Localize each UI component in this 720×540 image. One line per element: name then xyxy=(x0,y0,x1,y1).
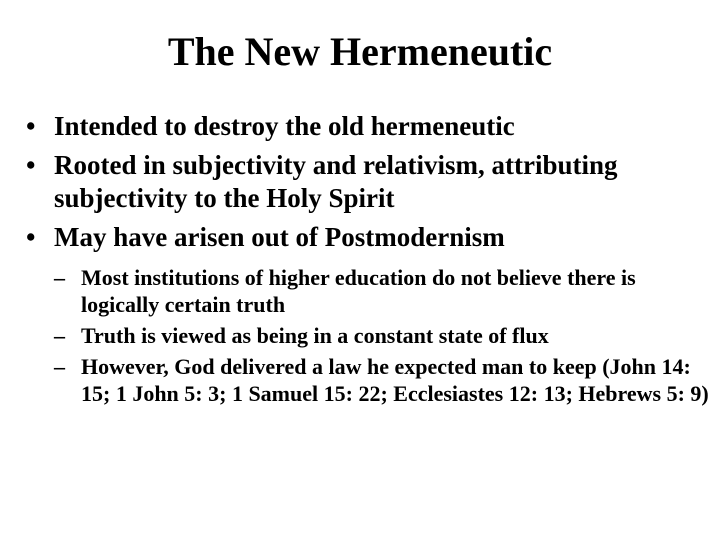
dash-icon: – xyxy=(54,323,65,348)
bullet-text: May have arisen out of Postmodernism xyxy=(54,222,505,252)
bullet-item-postmodernism xyxy=(22,221,712,407)
sub-bullet-list xyxy=(54,264,712,407)
bullet-text: Rooted in subjectivity and relativism, attributing subjectivity to the Holy Spirit xyxy=(54,150,618,213)
bullet-item-destroy-old-hermeneutic xyxy=(22,110,712,143)
bullet-icon: • xyxy=(26,150,36,180)
dash-icon: – xyxy=(54,265,65,290)
sub-bullet-text: However, God delivered a law he expected man to keep (John 14: 15; 1 John 5: 3; 1 Samuel 15: 22; Ecclesiastes 12: 13; Hebrews 5: 9) xyxy=(81,354,709,406)
dash-icon: – xyxy=(54,354,65,379)
sub-bullet-item-higher-education xyxy=(54,264,712,318)
sub-bullet-item-truth-flux xyxy=(54,322,712,349)
sub-bullet-item-god-law xyxy=(54,353,712,407)
sub-bullet-text: Truth is viewed as being in a constant state of flux xyxy=(81,323,549,348)
slide-title: The New Hermeneutic xyxy=(167,29,553,74)
bullet-text: Intended to destroy the old hermeneutic xyxy=(54,111,515,141)
bullet-icon: • xyxy=(26,111,36,141)
bullet-list xyxy=(22,110,712,413)
bullet-icon: • xyxy=(26,222,36,252)
bullet-item-subjectivity-relativism xyxy=(22,149,712,215)
sub-bullet-text: Most institutions of higher education do not believe there is logically certain truth xyxy=(81,265,636,317)
